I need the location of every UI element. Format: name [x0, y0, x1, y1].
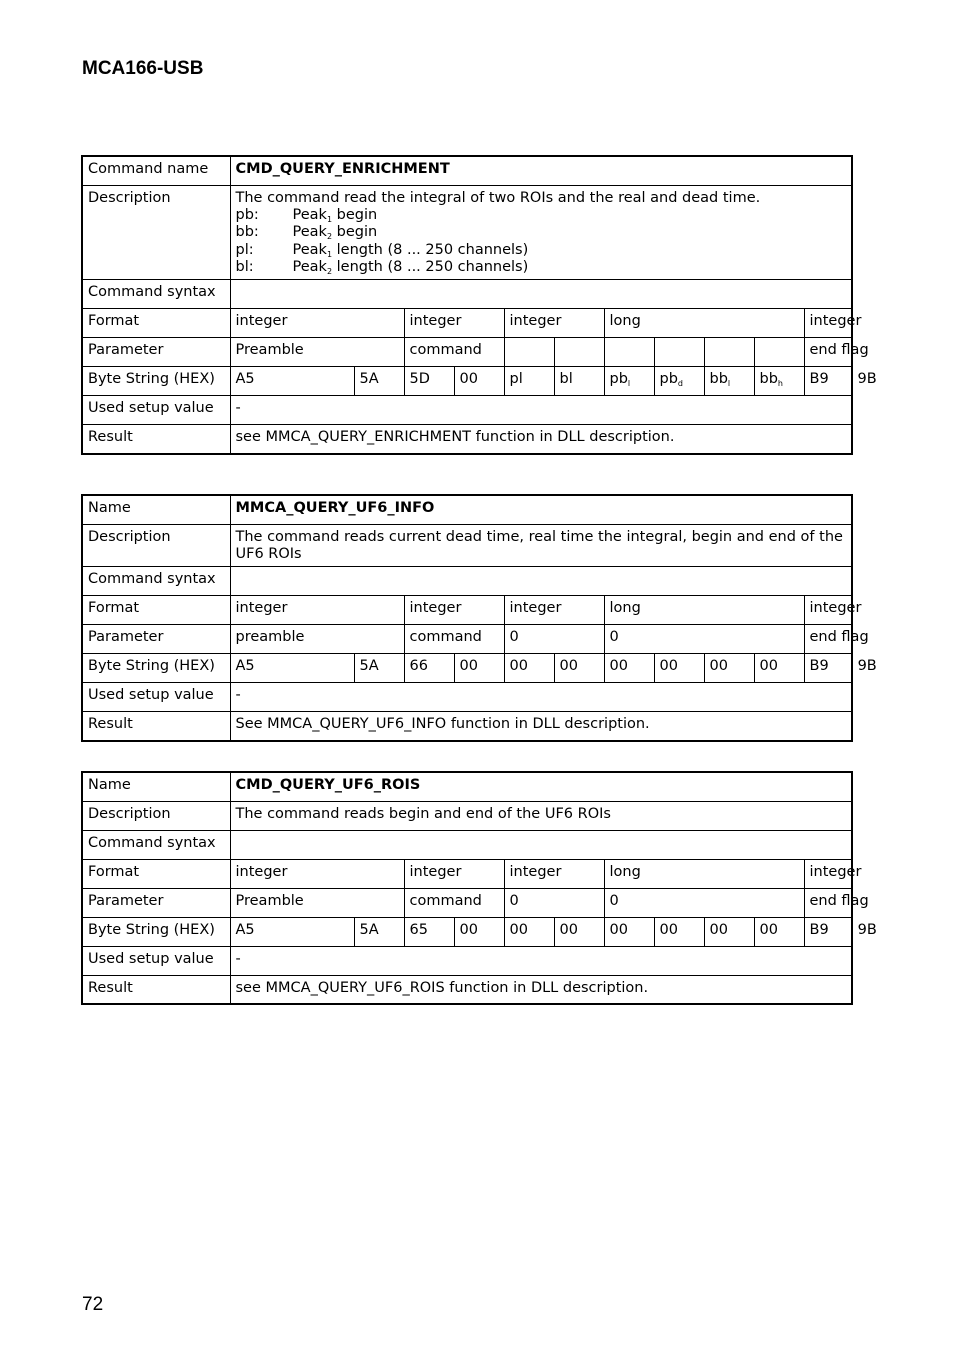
- row-label: Format: [82, 859, 230, 888]
- setup-value: -: [230, 396, 852, 425]
- description-item: pl: Peak$_1$ length (8 ... 250 channels): [235, 241, 529, 259]
- byte-cell: 00: [554, 654, 604, 683]
- byte-cell: 00: [704, 654, 754, 683]
- format-cell: integer: [504, 859, 604, 888]
- table-row-setup: [82, 946, 852, 975]
- byte-cell: $pb_d$: [654, 367, 704, 396]
- row-label: Command syntax: [82, 567, 230, 596]
- byte-cell: 65: [404, 917, 454, 946]
- table-row-bytes: Byte String (HEX) A5 5A 65 00 00 00 00 00 00 00 B9 9B: [82, 917, 852, 946]
- table-row-syntax: [82, 567, 852, 596]
- table-row-description: [82, 524, 852, 567]
- description-item: bb: Peak$_2$ begin: [235, 224, 378, 242]
- byte-cell: $bb_l$: [704, 367, 754, 396]
- row-label: Result: [82, 425, 230, 454]
- byte-cell: B9: [804, 917, 852, 946]
- table-row-result: [82, 975, 852, 1004]
- byte-cell: 66: [404, 654, 454, 683]
- parameter-cell: end flag: [804, 888, 852, 917]
- row-label: Description: [82, 524, 230, 567]
- row-label: Command name: [82, 156, 230, 185]
- page-number: 72: [82, 1294, 104, 1315]
- parameter-cell: command: [404, 625, 504, 654]
- table-row-name: [82, 772, 852, 801]
- byte-cell: 00: [754, 654, 804, 683]
- parameter-cell: [604, 338, 654, 367]
- parameter-cell: 0: [504, 888, 604, 917]
- parameter-cell: [754, 338, 804, 367]
- parameter-cell: [704, 338, 754, 367]
- byte-cell: 00: [654, 917, 704, 946]
- parameter-cell: [654, 338, 704, 367]
- byte-cell: 00: [504, 654, 554, 683]
- parameter-cell: Preamble: [230, 888, 404, 917]
- parameter-cell: command: [404, 338, 504, 367]
- format-cell: integer: [230, 596, 404, 625]
- parameter-cell: Preamble: [230, 338, 404, 367]
- byte-cell: 5A: [354, 367, 404, 396]
- result-cell: see MMCA_QUERY_UF6_ROIS function in DLL description.: [230, 975, 852, 1004]
- parameter-cell: command: [404, 888, 504, 917]
- document-header: MCA166-USB: [82, 58, 204, 79]
- row-label: Parameter: [82, 338, 230, 367]
- command-table-query-enrichment: [81, 155, 877, 455]
- format-cell: long: [604, 309, 804, 338]
- description-cell: The command reads current dead time, real time the integral, begin and end of the UF6 ROIs: [230, 524, 852, 567]
- byte-cell: 00: [554, 917, 604, 946]
- parameter-cell: end flag: [804, 625, 852, 654]
- parameter-cell: 0: [604, 625, 804, 654]
- row-label: Description: [82, 185, 230, 280]
- parameter-cell: [504, 338, 554, 367]
- table-row-setup: [82, 396, 852, 425]
- description-item: bl: Peak$_2$ length (8 ... 250 channels): [235, 259, 529, 277]
- byte-cell: 00: [604, 917, 654, 946]
- description-cell: [230, 185, 852, 280]
- byte-cell: bl: [554, 367, 604, 396]
- byte-cell: 00: [454, 367, 504, 396]
- parameter-cell: 0: [604, 888, 804, 917]
- row-label: Result: [82, 975, 230, 1004]
- table-row-parameter: [82, 888, 852, 917]
- table-row-setup: [82, 683, 852, 712]
- table-row-parameter: [82, 625, 852, 654]
- table-row-result: [82, 712, 852, 741]
- row-label: Format: [82, 596, 230, 625]
- table-row-description: [82, 185, 852, 280]
- command-name: CMD_QUERY_UF6_ROIS: [230, 772, 852, 801]
- syntax-cell: [230, 280, 852, 309]
- byte-cell: 5A: [354, 654, 404, 683]
- table-row-parameter: [82, 338, 852, 367]
- byte-cell: B9: [804, 654, 852, 683]
- table-row-bytes: Byte String (HEX) A5 5A 5D 00 pl bl $pb_l$ $pb_d$ $bb_l$ $bb_h$ B9 9B: [82, 367, 852, 396]
- format-cell: integer: [404, 859, 504, 888]
- table-row-format: [82, 309, 852, 338]
- format-cell: integer: [230, 309, 404, 338]
- row-label: Command syntax: [82, 280, 230, 309]
- row-label: Format: [82, 309, 230, 338]
- byte-cell: B9: [804, 367, 852, 396]
- result-cell: see MMCA_QUERY_ENRICHMENT function in DLL description.: [230, 425, 852, 454]
- table-row-format: [82, 859, 852, 888]
- byte-cell: 5A: [354, 917, 404, 946]
- parameter-cell: 0: [504, 625, 604, 654]
- byte-cell: 00: [654, 654, 704, 683]
- row-label: Parameter: [82, 888, 230, 917]
- syntax-cell: [230, 830, 852, 859]
- table-row-format: [82, 596, 852, 625]
- format-cell: integer: [230, 859, 404, 888]
- byte-cell: A5: [230, 654, 354, 683]
- byte-cell: 5D: [404, 367, 454, 396]
- format-cell: integer: [404, 309, 504, 338]
- format-cell: integer: [504, 596, 604, 625]
- table-row-syntax: [82, 280, 852, 309]
- row-label: Byte String (HEX): [82, 917, 230, 946]
- parameter-cell: [554, 338, 604, 367]
- table-row-name: [82, 156, 852, 185]
- format-cell: integer: [504, 309, 604, 338]
- row-label: Byte String (HEX): [82, 654, 230, 683]
- table-row-result: [82, 425, 852, 454]
- format-cell: integer: [804, 596, 852, 625]
- format-cell: long: [604, 596, 804, 625]
- byte-cell: 00: [454, 654, 504, 683]
- table-row-description: [82, 801, 852, 830]
- byte-cell: 00: [454, 917, 504, 946]
- format-cell: long: [604, 859, 804, 888]
- format-cell: integer: [404, 596, 504, 625]
- byte-cell: 00: [604, 654, 654, 683]
- byte-cell: A5: [230, 367, 354, 396]
- byte-cell: $pb_l$: [604, 367, 654, 396]
- row-label: Byte String (HEX): [82, 367, 230, 396]
- row-label: Name: [82, 772, 230, 801]
- command-table-query-uf6-rois: [81, 771, 877, 1005]
- row-label: Used setup value: [82, 396, 230, 425]
- description-item: pb: Peak$_1$ begin: [235, 206, 378, 224]
- row-label: Parameter: [82, 625, 230, 654]
- byte-cell: 00: [754, 917, 804, 946]
- byte-cell: 00: [504, 917, 554, 946]
- result-cell: See MMCA_QUERY_UF6_INFO function in DLL description.: [230, 712, 852, 741]
- byte-cell: 00: [704, 917, 754, 946]
- table-row-syntax: [82, 830, 852, 859]
- row-label: Used setup value: [82, 946, 230, 975]
- setup-value: -: [230, 683, 852, 712]
- table-row-bytes: Byte String (HEX) A5 5A 66 00 00 00 00 00 00 00 B9 9B: [82, 654, 852, 683]
- parameter-cell: preamble: [230, 625, 404, 654]
- row-label: Command syntax: [82, 830, 230, 859]
- description-cell: The command reads begin and end of the UF6 ROIs: [230, 801, 852, 830]
- table-row-name: [82, 495, 852, 524]
- command-table-query-uf6-info: [81, 494, 877, 742]
- setup-value: -: [230, 946, 852, 975]
- row-label: Used setup value: [82, 683, 230, 712]
- byte-cell: A5: [230, 917, 354, 946]
- row-label: Result: [82, 712, 230, 741]
- row-label: Description: [82, 801, 230, 830]
- format-cell: integer: [804, 859, 852, 888]
- syntax-cell: [230, 567, 852, 596]
- row-label: Name: [82, 495, 230, 524]
- byte-cell: pl: [504, 367, 554, 396]
- parameter-cell: end flag: [804, 338, 852, 367]
- byte-cell: $bb_h$: [754, 367, 804, 396]
- command-name: CMD_QUERY_ENRICHMENT: [230, 156, 852, 185]
- description-text: The command read the integral of two ROIs and the real and dead time.: [235, 189, 761, 206]
- command-name: MMCA_QUERY_UF6_INFO: [230, 495, 852, 524]
- format-cell: integer: [804, 309, 852, 338]
